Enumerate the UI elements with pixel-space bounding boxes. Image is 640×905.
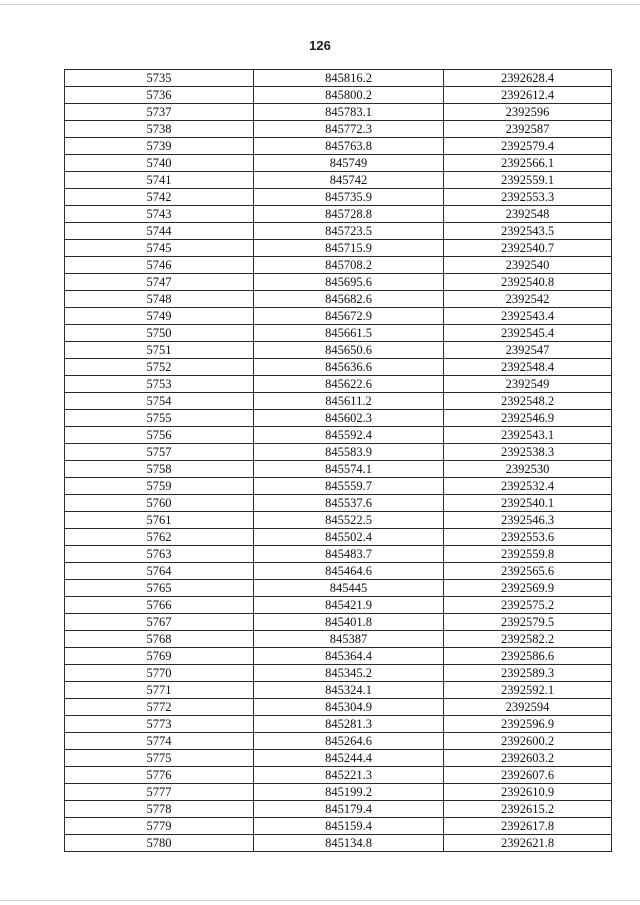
- point-number-cell: 5772: [65, 699, 254, 716]
- point-number-cell: 5745: [65, 240, 254, 257]
- point-number-cell: 5755: [65, 410, 254, 427]
- point-number-cell: 5736: [65, 87, 254, 104]
- x-coordinate-cell: 845445: [254, 580, 444, 597]
- y-coordinate-cell: 2392540.8: [444, 274, 612, 291]
- table-row: [65, 733, 612, 750]
- x-coordinate-cell: 845583.9: [254, 444, 444, 461]
- y-coordinate-cell: 2392553.6: [444, 529, 612, 546]
- point-number-cell: 5750: [65, 325, 254, 342]
- x-coordinate-cell: 845281.3: [254, 716, 444, 733]
- coordinates-table-body: [65, 70, 612, 852]
- x-coordinate-cell: 845244.4: [254, 750, 444, 767]
- x-coordinate-cell: 845559.7: [254, 478, 444, 495]
- x-coordinate-cell: 845264.6: [254, 733, 444, 750]
- y-coordinate-cell: 2392538.3: [444, 444, 612, 461]
- y-coordinate-cell: 2392548.4: [444, 359, 612, 376]
- point-number-cell: 5754: [65, 393, 254, 410]
- table-row: [65, 682, 612, 699]
- y-coordinate-cell: 2392607.6: [444, 767, 612, 784]
- x-coordinate-cell: 845483.7: [254, 546, 444, 563]
- point-number-cell: 5777: [65, 784, 254, 801]
- y-coordinate-cell: 2392612.4: [444, 87, 612, 104]
- point-number-cell: 5762: [65, 529, 254, 546]
- x-coordinate-cell: 845134.8: [254, 835, 444, 852]
- table-row: [65, 376, 612, 393]
- x-coordinate-cell: 845537.6: [254, 495, 444, 512]
- x-coordinate-cell: 845464.6: [254, 563, 444, 580]
- table-row: [65, 495, 612, 512]
- point-number-cell: 5776: [65, 767, 254, 784]
- point-number-cell: 5739: [65, 138, 254, 155]
- point-number-cell: 5738: [65, 121, 254, 138]
- y-coordinate-cell: 2392594: [444, 699, 612, 716]
- table-row: [65, 767, 612, 784]
- y-coordinate-cell: 2392559.1: [444, 172, 612, 189]
- table-row: [65, 257, 612, 274]
- point-number-cell: 5751: [65, 342, 254, 359]
- table-row: [65, 699, 612, 716]
- point-number-cell: 5763: [65, 546, 254, 563]
- point-number-cell: 5749: [65, 308, 254, 325]
- table-row: [65, 393, 612, 410]
- x-coordinate-cell: 845742: [254, 172, 444, 189]
- x-coordinate-cell: 845502.4: [254, 529, 444, 546]
- x-coordinate-cell: 845159.4: [254, 818, 444, 835]
- point-number-cell: 5770: [65, 665, 254, 682]
- y-coordinate-cell: 2392530: [444, 461, 612, 478]
- y-coordinate-cell: 2392596: [444, 104, 612, 121]
- x-coordinate-cell: 845800.2: [254, 87, 444, 104]
- x-coordinate-cell: 845387: [254, 631, 444, 648]
- y-coordinate-cell: 2392617.8: [444, 818, 612, 835]
- point-number-cell: 5757: [65, 444, 254, 461]
- point-number-cell: 5752: [65, 359, 254, 376]
- y-coordinate-cell: 2392542: [444, 291, 612, 308]
- point-number-cell: 5769: [65, 648, 254, 665]
- point-number-cell: 5737: [65, 104, 254, 121]
- table-row: [65, 529, 612, 546]
- table-row: [65, 478, 612, 495]
- y-coordinate-cell: 2392579.4: [444, 138, 612, 155]
- table-row: [65, 563, 612, 580]
- x-coordinate-cell: 845661.5: [254, 325, 444, 342]
- x-coordinate-cell: 845574.1: [254, 461, 444, 478]
- y-coordinate-cell: 2392621.8: [444, 835, 612, 852]
- y-coordinate-cell: 2392603.2: [444, 750, 612, 767]
- y-coordinate-cell: 2392553.3: [444, 189, 612, 206]
- table-row: [65, 359, 612, 376]
- table-row: [65, 818, 612, 835]
- x-coordinate-cell: 845735.9: [254, 189, 444, 206]
- y-coordinate-cell: 2392547: [444, 342, 612, 359]
- top-edge-line: [0, 4, 640, 5]
- y-coordinate-cell: 2392543.5: [444, 223, 612, 240]
- table-row: [65, 512, 612, 529]
- x-coordinate-cell: 845364.4: [254, 648, 444, 665]
- table-row: [65, 155, 612, 172]
- y-coordinate-cell: 2392592.1: [444, 682, 612, 699]
- y-coordinate-cell: 2392582.2: [444, 631, 612, 648]
- table-row: [65, 410, 612, 427]
- x-coordinate-cell: 845622.6: [254, 376, 444, 393]
- x-coordinate-cell: 845723.5: [254, 223, 444, 240]
- y-coordinate-cell: 2392615.2: [444, 801, 612, 818]
- table-row: [65, 716, 612, 733]
- y-coordinate-cell: 2392586.6: [444, 648, 612, 665]
- table-row: [65, 665, 612, 682]
- x-coordinate-cell: 845199.2: [254, 784, 444, 801]
- x-coordinate-cell: 845602.3: [254, 410, 444, 427]
- point-number-cell: 5758: [65, 461, 254, 478]
- y-coordinate-cell: 2392543.4: [444, 308, 612, 325]
- point-number-cell: 5740: [65, 155, 254, 172]
- point-number-cell: 5775: [65, 750, 254, 767]
- point-number-cell: 5741: [65, 172, 254, 189]
- point-number-cell: 5747: [65, 274, 254, 291]
- point-number-cell: 5766: [65, 597, 254, 614]
- point-number-cell: 5760: [65, 495, 254, 512]
- y-coordinate-cell: 2392589.3: [444, 665, 612, 682]
- x-coordinate-cell: 845324.1: [254, 682, 444, 699]
- table-row: [65, 138, 612, 155]
- table-row: [65, 240, 612, 257]
- point-number-cell: 5746: [65, 257, 254, 274]
- y-coordinate-cell: 2392545.4: [444, 325, 612, 342]
- y-coordinate-cell: 2392546.9: [444, 410, 612, 427]
- x-coordinate-cell: 845592.4: [254, 427, 444, 444]
- y-coordinate-cell: 2392548.2: [444, 393, 612, 410]
- table-row: [65, 648, 612, 665]
- point-number-cell: 5780: [65, 835, 254, 852]
- x-coordinate-cell: 845772.3: [254, 121, 444, 138]
- y-coordinate-cell: 2392565.6: [444, 563, 612, 580]
- table-row: [65, 801, 612, 818]
- point-number-cell: 5774: [65, 733, 254, 750]
- y-coordinate-cell: 2392549: [444, 376, 612, 393]
- x-coordinate-cell: 845695.6: [254, 274, 444, 291]
- table-row: [65, 546, 612, 563]
- point-number-cell: 5773: [65, 716, 254, 733]
- point-number-cell: 5765: [65, 580, 254, 597]
- table-row: [65, 427, 612, 444]
- page-number: 126: [309, 38, 331, 53]
- y-coordinate-cell: 2392559.8: [444, 546, 612, 563]
- y-coordinate-cell: 2392532.4: [444, 478, 612, 495]
- table-row: [65, 325, 612, 342]
- y-coordinate-cell: 2392540: [444, 257, 612, 274]
- x-coordinate-cell: 845522.5: [254, 512, 444, 529]
- y-coordinate-cell: 2392548: [444, 206, 612, 223]
- x-coordinate-cell: 845816.2: [254, 70, 444, 87]
- point-number-cell: 5759: [65, 478, 254, 495]
- point-number-cell: 5756: [65, 427, 254, 444]
- point-number-cell: 5735: [65, 70, 254, 87]
- point-number-cell: 5761: [65, 512, 254, 529]
- point-number-cell: 5771: [65, 682, 254, 699]
- table-row: [65, 614, 612, 631]
- table-row: [65, 631, 612, 648]
- table-row: [65, 291, 612, 308]
- y-coordinate-cell: 2392587: [444, 121, 612, 138]
- point-number-cell: 5742: [65, 189, 254, 206]
- table-row: [65, 189, 612, 206]
- point-number-cell: 5743: [65, 206, 254, 223]
- table-row: [65, 206, 612, 223]
- table-row: [65, 750, 612, 767]
- point-number-cell: 5768: [65, 631, 254, 648]
- y-coordinate-cell: 2392546.3: [444, 512, 612, 529]
- y-coordinate-cell: 2392566.1: [444, 155, 612, 172]
- table-row: [65, 784, 612, 801]
- table-row: [65, 274, 612, 291]
- x-coordinate-cell: 845708.2: [254, 257, 444, 274]
- table-row: [65, 87, 612, 104]
- x-coordinate-cell: 845728.8: [254, 206, 444, 223]
- coordinates-table: [64, 69, 612, 852]
- point-number-cell: 5778: [65, 801, 254, 818]
- x-coordinate-cell: 845672.9: [254, 308, 444, 325]
- point-number-cell: 5748: [65, 291, 254, 308]
- x-coordinate-cell: 845221.3: [254, 767, 444, 784]
- y-coordinate-cell: 2392575.2: [444, 597, 612, 614]
- x-coordinate-cell: 845421.9: [254, 597, 444, 614]
- table-row: [65, 70, 612, 87]
- x-coordinate-cell: 845304.9: [254, 699, 444, 716]
- bottom-edge-line: [0, 900, 640, 901]
- y-coordinate-cell: 2392543.1: [444, 427, 612, 444]
- y-coordinate-cell: 2392579.5: [444, 614, 612, 631]
- table-row: [65, 308, 612, 325]
- x-coordinate-cell: 845611.2: [254, 393, 444, 410]
- x-coordinate-cell: 845749: [254, 155, 444, 172]
- x-coordinate-cell: 845650.6: [254, 342, 444, 359]
- y-coordinate-cell: 2392628.4: [444, 70, 612, 87]
- y-coordinate-cell: 2392569.9: [444, 580, 612, 597]
- point-number-cell: 5779: [65, 818, 254, 835]
- table-row: [65, 104, 612, 121]
- y-coordinate-cell: 2392596.9: [444, 716, 612, 733]
- table-row: [65, 580, 612, 597]
- table-row: [65, 444, 612, 461]
- x-coordinate-cell: 845636.6: [254, 359, 444, 376]
- point-number-cell: 5744: [65, 223, 254, 240]
- x-coordinate-cell: 845179.4: [254, 801, 444, 818]
- x-coordinate-cell: 845682.6: [254, 291, 444, 308]
- point-number-cell: 5753: [65, 376, 254, 393]
- y-coordinate-cell: 2392540.1: [444, 495, 612, 512]
- y-coordinate-cell: 2392610.9: [444, 784, 612, 801]
- table-row: [65, 597, 612, 614]
- x-coordinate-cell: 845345.2: [254, 665, 444, 682]
- y-coordinate-cell: 2392540.7: [444, 240, 612, 257]
- y-coordinate-cell: 2392600.2: [444, 733, 612, 750]
- x-coordinate-cell: 845715.9: [254, 240, 444, 257]
- x-coordinate-cell: 845783.1: [254, 104, 444, 121]
- point-number-cell: 5767: [65, 614, 254, 631]
- x-coordinate-cell: 845401.8: [254, 614, 444, 631]
- point-number-cell: 5764: [65, 563, 254, 580]
- table-row: [65, 223, 612, 240]
- table-row: [65, 121, 612, 138]
- table-row: [65, 172, 612, 189]
- table-row: [65, 342, 612, 359]
- x-coordinate-cell: 845763.8: [254, 138, 444, 155]
- table-row: [65, 835, 612, 852]
- table-row: [65, 461, 612, 478]
